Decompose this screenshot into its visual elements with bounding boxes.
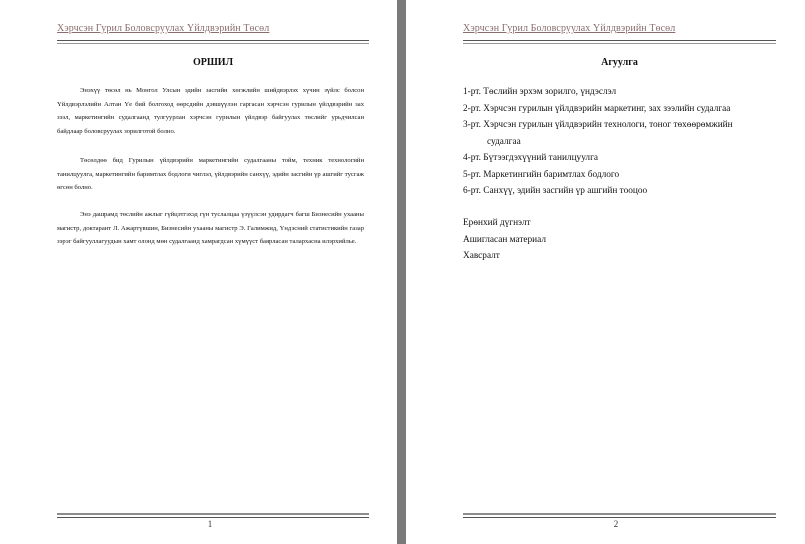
running-header: Хэрчсэн Гурил Боловсруулах Үйлдвэрийн Төсөл xyxy=(463,23,676,34)
table-of-contents xyxy=(463,84,763,200)
footer-rule xyxy=(57,513,369,515)
header-rule-thin xyxy=(463,43,776,44)
toc-item-4[interactable]: 4-рт. Бүтээгдэхүүний танилцуулга xyxy=(463,153,599,163)
toc-conclusion[interactable]: Ерөнхий дүгнэлт xyxy=(463,218,531,228)
page-title: ОРШИЛ xyxy=(192,57,234,68)
toc-item-5[interactable]: 5-рт. Маркетингийн баримтлах бодлого xyxy=(463,169,620,180)
toc-item-2[interactable]: 2-рт. Хэрчсэн гурилын үйлдвэрийн маркетинг, зах зээлийн судалгаа xyxy=(463,103,731,114)
document-page-1 xyxy=(0,0,397,544)
header-rule-thin xyxy=(57,43,369,44)
intro-paragraph-2: Төсөлдөө бид Гурилын үйлдвэрийн маркетингийн судалгааны тойм, техник технологийн танилцуулга, маркетингийн баримтлах бодлоги чиглэл, үйлдвэрийн санхүү, эдийн засгийн үр ашгийг тусгаж өгсөн болно. xyxy=(57,157,364,191)
footer-rule xyxy=(463,513,776,515)
header-rule xyxy=(463,40,776,41)
page-number: 1 xyxy=(207,519,213,529)
document-page-2 xyxy=(406,0,805,544)
toc-item-3-continued[interactable]: судалгаа xyxy=(487,136,521,147)
footer-rule-thin xyxy=(57,517,369,518)
page-title: Агуулга xyxy=(601,57,638,68)
toc-item-3[interactable]: 3-рт. Хэрчсэн гурилын үйлдвэрийн технологи, тоног төхөөрөмжийн xyxy=(463,120,733,130)
toc-extras xyxy=(463,215,546,265)
page-gutter xyxy=(397,0,406,544)
toc-item-1[interactable]: 1-рт. Төслийн эрхэм зорилго, үндэслэл xyxy=(463,87,617,97)
running-header: Хэрчсэн Гурил Боловсруулах Үйлдвэрийн Төсөл xyxy=(57,23,270,34)
footer-rule-thin xyxy=(463,517,776,518)
toc-appendix[interactable]: Хавсралт xyxy=(463,251,500,261)
header-rule xyxy=(57,40,369,41)
intro-paragraph-3: Энэ дашрамд төслийн ажлыг гүйцэтгэхэд гүн туслалцаа үзүүлсэн удирдагч багш Бизнесийн ухааны магистр, доктарант Л. Ажартүвшин, Бизнесийн ухааны магистр Э. Галимжид, Үндэсний статистикийн газар зэрэг байгууллагуудын хамт олонд мөн судалгаанд хамрагдсан хүмүүст баярласан талархасна илэрхийлье. xyxy=(57,211,364,245)
page-number: 2 xyxy=(613,519,619,529)
toc-item-6[interactable]: 6-рт. Санхүү, эдийн засгийн үр ашгийн тооцоо xyxy=(463,186,648,196)
toc-references[interactable]: Ашигласан материал xyxy=(463,234,546,245)
intro-paragraph-1: Энэхүү төсөл нь Монгол Улсын эдийн засгийн хөгжлийн шийдвэрлэх хүчин зүйлс болсон Үйлдвэрлэлийн Алтан Үе бий болгоход өөрсдийн дэвшүүлэн гаргасан хэрчсэн гурилын үйлдвэрийн зах зээл, маркетингийн судалгаанд тулгуурлан хэрчсэн гурилын үйлдвэр байгуулах төслийг урьдчилсан байдлаар боловсруулах зорилготой болно. xyxy=(57,87,364,135)
